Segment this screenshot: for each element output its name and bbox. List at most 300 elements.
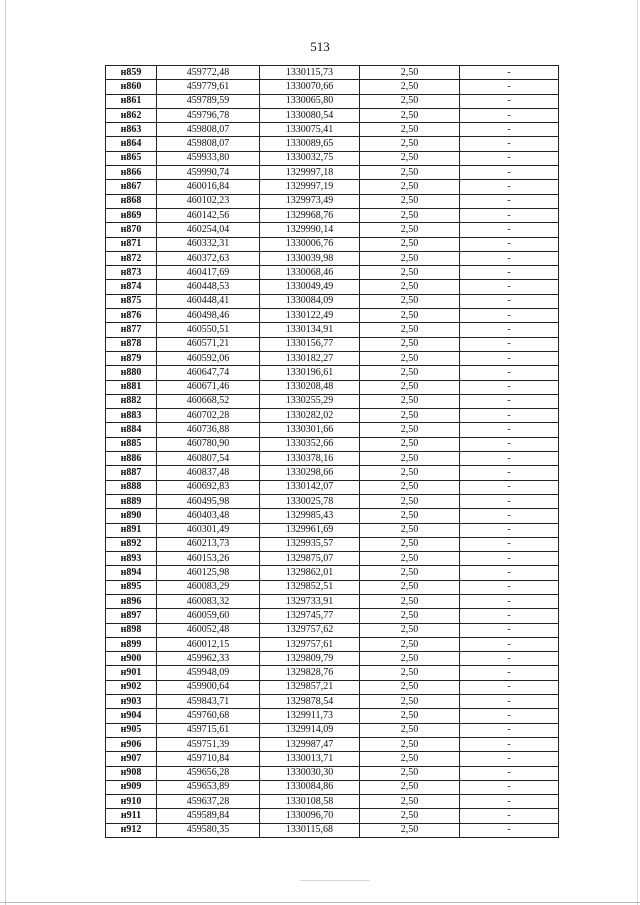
point-id-cell: н905	[106, 723, 157, 737]
note-cell: -	[460, 737, 559, 751]
point-id-cell: н906	[106, 737, 157, 751]
note-cell: -	[460, 108, 559, 122]
note-cell: -	[460, 637, 559, 651]
point-id-cell: н861	[106, 94, 157, 108]
precision-cell: 2,50	[360, 594, 460, 608]
precision-cell: 2,50	[360, 494, 460, 508]
x-coordinate-cell: 460372,63	[157, 251, 260, 265]
precision-cell: 2,50	[360, 566, 460, 580]
note-cell: -	[460, 680, 559, 694]
table-row	[106, 652, 559, 666]
point-id-cell: н866	[106, 166, 157, 180]
note-cell: -	[460, 80, 559, 94]
point-id-cell: н897	[106, 609, 157, 623]
note-cell: -	[460, 266, 559, 280]
x-coordinate-cell: 460837,48	[157, 466, 260, 480]
y-coordinate-cell: 1330089,65	[260, 137, 360, 151]
table-row	[106, 223, 559, 237]
scan-edge-bottom	[0, 902, 640, 903]
x-coordinate-cell: 459751,39	[157, 737, 260, 751]
table-row	[106, 566, 559, 580]
table-row	[106, 466, 559, 480]
precision-cell: 2,50	[360, 623, 460, 637]
point-id-cell: н883	[106, 409, 157, 423]
table-row	[106, 123, 559, 137]
precision-cell: 2,50	[360, 637, 460, 651]
x-coordinate-cell: 460448,41	[157, 294, 260, 308]
note-cell: -	[460, 366, 559, 380]
y-coordinate-cell: 1329961,69	[260, 523, 360, 537]
scan-edge-left	[5, 0, 6, 905]
note-cell: -	[460, 652, 559, 666]
note-cell: -	[460, 380, 559, 394]
note-cell: -	[460, 180, 559, 194]
point-id-cell: н899	[106, 637, 157, 651]
precision-cell: 2,50	[360, 108, 460, 122]
note-cell: -	[460, 795, 559, 809]
table-row	[106, 637, 559, 651]
precision-cell: 2,50	[360, 266, 460, 280]
x-coordinate-cell: 460495,98	[157, 494, 260, 508]
y-coordinate-cell: 1330352,66	[260, 437, 360, 451]
y-coordinate-cell: 1329757,62	[260, 623, 360, 637]
x-coordinate-cell: 460550,51	[157, 323, 260, 337]
precision-cell: 2,50	[360, 251, 460, 265]
x-coordinate-cell: 460125,98	[157, 566, 260, 580]
precision-cell: 2,50	[360, 523, 460, 537]
y-coordinate-cell: 1329997,19	[260, 180, 360, 194]
x-coordinate-cell: 459948,09	[157, 666, 260, 680]
x-coordinate-cell: 459760,68	[157, 709, 260, 723]
x-coordinate-cell: 459808,07	[157, 123, 260, 137]
y-coordinate-cell: 1330070,66	[260, 80, 360, 94]
table-row	[106, 723, 559, 737]
precision-cell: 2,50	[360, 752, 460, 766]
precision-cell: 2,50	[360, 795, 460, 809]
note-cell: -	[460, 423, 559, 437]
point-id-cell: н859	[106, 66, 157, 80]
note-cell: -	[460, 809, 559, 823]
note-cell: -	[460, 223, 559, 237]
table-row	[106, 208, 559, 222]
point-id-cell: н880	[106, 366, 157, 380]
point-id-cell: н877	[106, 323, 157, 337]
y-coordinate-cell: 1329852,51	[260, 580, 360, 594]
note-cell: -	[460, 509, 559, 523]
table-row	[106, 380, 559, 394]
y-coordinate-cell: 1329987,47	[260, 737, 360, 751]
y-coordinate-cell: 1330065,80	[260, 94, 360, 108]
coordinates-table	[105, 65, 559, 838]
precision-cell: 2,50	[360, 709, 460, 723]
point-id-cell: н908	[106, 766, 157, 780]
precision-cell: 2,50	[360, 680, 460, 694]
table-row	[106, 280, 559, 294]
x-coordinate-cell: 460417,69	[157, 266, 260, 280]
precision-cell: 2,50	[360, 366, 460, 380]
y-coordinate-cell: 1329911,73	[260, 709, 360, 723]
y-coordinate-cell: 1330032,75	[260, 151, 360, 165]
table-row	[106, 394, 559, 408]
precision-cell: 2,50	[360, 223, 460, 237]
note-cell: -	[460, 723, 559, 737]
note-cell: -	[460, 151, 559, 165]
precision-cell: 2,50	[360, 652, 460, 666]
table-row	[106, 151, 559, 165]
note-cell: -	[460, 94, 559, 108]
x-coordinate-cell: 459580,35	[157, 823, 260, 837]
x-coordinate-cell: 460083,32	[157, 594, 260, 608]
y-coordinate-cell: 1330025,78	[260, 494, 360, 508]
precision-cell: 2,50	[360, 423, 460, 437]
point-id-cell: н896	[106, 594, 157, 608]
precision-cell: 2,50	[360, 394, 460, 408]
precision-cell: 2,50	[360, 537, 460, 551]
precision-cell: 2,50	[360, 452, 460, 466]
x-coordinate-cell: 459589,84	[157, 809, 260, 823]
table-row	[106, 552, 559, 566]
note-cell: -	[460, 123, 559, 137]
note-cell: -	[460, 766, 559, 780]
note-cell: -	[460, 166, 559, 180]
precision-cell: 2,50	[360, 166, 460, 180]
y-coordinate-cell: 1329809,79	[260, 652, 360, 666]
x-coordinate-cell: 460012,15	[157, 637, 260, 651]
point-id-cell: н907	[106, 752, 157, 766]
point-id-cell: н893	[106, 552, 157, 566]
note-cell: -	[460, 480, 559, 494]
precision-cell: 2,50	[360, 766, 460, 780]
x-coordinate-cell: 460301,49	[157, 523, 260, 537]
note-cell: -	[460, 466, 559, 480]
note-cell: -	[460, 323, 559, 337]
table-row	[106, 137, 559, 151]
table-row	[106, 337, 559, 351]
point-id-cell: н892	[106, 537, 157, 551]
note-cell: -	[460, 523, 559, 537]
table-row	[106, 680, 559, 694]
x-coordinate-cell: 459962,33	[157, 652, 260, 666]
table-row	[106, 309, 559, 323]
point-id-cell: н900	[106, 652, 157, 666]
x-coordinate-cell: 460647,74	[157, 366, 260, 380]
precision-cell: 2,50	[360, 180, 460, 194]
note-cell: -	[460, 594, 559, 608]
y-coordinate-cell: 1329745,77	[260, 609, 360, 623]
x-coordinate-cell: 460059,60	[157, 609, 260, 623]
note-cell: -	[460, 66, 559, 80]
point-id-cell: н878	[106, 337, 157, 351]
x-coordinate-cell: 460498,46	[157, 309, 260, 323]
note-cell: -	[460, 351, 559, 365]
point-id-cell: н898	[106, 623, 157, 637]
point-id-cell: н890	[106, 509, 157, 523]
table-row	[106, 366, 559, 380]
precision-cell: 2,50	[360, 466, 460, 480]
table-row	[106, 780, 559, 794]
precision-cell: 2,50	[360, 409, 460, 423]
precision-cell: 2,50	[360, 137, 460, 151]
note-cell: -	[460, 552, 559, 566]
precision-cell: 2,50	[360, 280, 460, 294]
y-coordinate-cell: 1330196,61	[260, 366, 360, 380]
note-cell: -	[460, 695, 559, 709]
point-id-cell: н903	[106, 695, 157, 709]
note-cell: -	[460, 666, 559, 680]
table-row	[106, 80, 559, 94]
x-coordinate-cell: 460448,53	[157, 280, 260, 294]
scan-mark	[300, 880, 370, 881]
page-number: 513	[310, 39, 330, 54]
x-coordinate-cell: 459796,78	[157, 108, 260, 122]
table-row	[106, 423, 559, 437]
y-coordinate-cell: 1330084,86	[260, 780, 360, 794]
precision-cell: 2,50	[360, 480, 460, 494]
scan-edge-right	[637, 0, 638, 905]
x-coordinate-cell: 459656,28	[157, 766, 260, 780]
x-coordinate-cell: 459900,64	[157, 680, 260, 694]
point-id-cell: н863	[106, 123, 157, 137]
y-coordinate-cell: 1330075,41	[260, 123, 360, 137]
y-coordinate-cell: 1329875,07	[260, 552, 360, 566]
table-row	[106, 795, 559, 809]
note-cell: -	[460, 709, 559, 723]
point-id-cell: н891	[106, 523, 157, 537]
precision-cell: 2,50	[360, 509, 460, 523]
point-id-cell: н873	[106, 266, 157, 280]
x-coordinate-cell: 460668,52	[157, 394, 260, 408]
y-coordinate-cell: 1329733,91	[260, 594, 360, 608]
note-cell: -	[460, 437, 559, 451]
y-coordinate-cell: 1330006,76	[260, 237, 360, 251]
precision-cell: 2,50	[360, 294, 460, 308]
note-cell: -	[460, 623, 559, 637]
x-coordinate-cell: 460102,23	[157, 194, 260, 208]
point-id-cell: н909	[106, 780, 157, 794]
table-row	[106, 695, 559, 709]
y-coordinate-cell: 1329997,18	[260, 166, 360, 180]
table-row	[106, 108, 559, 122]
table-row	[106, 251, 559, 265]
y-coordinate-cell: 1330068,46	[260, 266, 360, 280]
precision-cell: 2,50	[360, 380, 460, 394]
table-row	[106, 809, 559, 823]
y-coordinate-cell: 1329990,14	[260, 223, 360, 237]
x-coordinate-cell: 460142,56	[157, 208, 260, 222]
x-coordinate-cell: 459843,71	[157, 695, 260, 709]
y-coordinate-cell: 1330096,70	[260, 809, 360, 823]
point-id-cell: н884	[106, 423, 157, 437]
table-row	[106, 752, 559, 766]
precision-cell: 2,50	[360, 780, 460, 794]
note-cell: -	[460, 137, 559, 151]
precision-cell: 2,50	[360, 123, 460, 137]
point-id-cell: н860	[106, 80, 157, 94]
precision-cell: 2,50	[360, 94, 460, 108]
precision-cell: 2,50	[360, 723, 460, 737]
point-id-cell: н870	[106, 223, 157, 237]
precision-cell: 2,50	[360, 823, 460, 837]
y-coordinate-cell: 1329878,54	[260, 695, 360, 709]
x-coordinate-cell: 459715,61	[157, 723, 260, 737]
y-coordinate-cell: 1329973,49	[260, 194, 360, 208]
point-id-cell: н911	[106, 809, 157, 823]
note-cell: -	[460, 537, 559, 551]
y-coordinate-cell: 1330142,07	[260, 480, 360, 494]
point-id-cell: н864	[106, 137, 157, 151]
y-coordinate-cell: 1330208,48	[260, 380, 360, 394]
x-coordinate-cell: 460332,31	[157, 237, 260, 251]
y-coordinate-cell: 1330080,54	[260, 108, 360, 122]
point-id-cell: н901	[106, 666, 157, 680]
note-cell: -	[460, 394, 559, 408]
y-coordinate-cell: 1330378,16	[260, 452, 360, 466]
table-row	[106, 94, 559, 108]
table-row	[106, 523, 559, 537]
y-coordinate-cell: 1330013,71	[260, 752, 360, 766]
x-coordinate-cell: 460702,28	[157, 409, 260, 423]
y-coordinate-cell: 1330298,66	[260, 466, 360, 480]
y-coordinate-cell: 1330301,66	[260, 423, 360, 437]
precision-cell: 2,50	[360, 309, 460, 323]
y-coordinate-cell: 1330156,77	[260, 337, 360, 351]
x-coordinate-cell: 459990,74	[157, 166, 260, 180]
point-id-cell: н876	[106, 309, 157, 323]
table-row	[106, 409, 559, 423]
x-coordinate-cell: 460692,83	[157, 480, 260, 494]
precision-cell: 2,50	[360, 194, 460, 208]
precision-cell: 2,50	[360, 237, 460, 251]
note-cell: -	[460, 823, 559, 837]
precision-cell: 2,50	[360, 552, 460, 566]
x-coordinate-cell: 460254,04	[157, 223, 260, 237]
y-coordinate-cell: 1330084,09	[260, 294, 360, 308]
table-row	[106, 437, 559, 451]
table-row	[106, 823, 559, 837]
precision-cell: 2,50	[360, 809, 460, 823]
note-cell: -	[460, 780, 559, 794]
table-row	[106, 580, 559, 594]
table-row	[106, 737, 559, 751]
y-coordinate-cell: 1329757,61	[260, 637, 360, 651]
point-id-cell: н888	[106, 480, 157, 494]
y-coordinate-cell: 1330115,73	[260, 66, 360, 80]
x-coordinate-cell: 459710,84	[157, 752, 260, 766]
point-id-cell: н885	[106, 437, 157, 451]
y-coordinate-cell: 1329985,43	[260, 509, 360, 523]
table-row	[106, 452, 559, 466]
precision-cell: 2,50	[360, 80, 460, 94]
point-id-cell: н886	[106, 452, 157, 466]
note-cell: -	[460, 337, 559, 351]
point-id-cell: н882	[106, 394, 157, 408]
point-id-cell: н868	[106, 194, 157, 208]
precision-cell: 2,50	[360, 580, 460, 594]
point-id-cell: н895	[106, 580, 157, 594]
precision-cell: 2,50	[360, 666, 460, 680]
precision-cell: 2,50	[360, 609, 460, 623]
note-cell: -	[460, 294, 559, 308]
x-coordinate-cell: 460671,46	[157, 380, 260, 394]
x-coordinate-cell: 460153,26	[157, 552, 260, 566]
y-coordinate-cell: 1330282,02	[260, 409, 360, 423]
table-row	[106, 294, 559, 308]
table-row	[106, 766, 559, 780]
table-row	[106, 480, 559, 494]
point-id-cell: н889	[106, 494, 157, 508]
x-coordinate-cell: 460736,88	[157, 423, 260, 437]
y-coordinate-cell: 1329968,76	[260, 208, 360, 222]
point-id-cell: н894	[106, 566, 157, 580]
point-id-cell: н865	[106, 151, 157, 165]
table-row	[106, 509, 559, 523]
precision-cell: 2,50	[360, 323, 460, 337]
x-coordinate-cell: 460592,06	[157, 351, 260, 365]
table-row	[106, 194, 559, 208]
table-row	[106, 166, 559, 180]
x-coordinate-cell: 459933,80	[157, 151, 260, 165]
precision-cell: 2,50	[360, 737, 460, 751]
point-id-cell: н874	[106, 280, 157, 294]
note-cell: -	[460, 251, 559, 265]
x-coordinate-cell: 460780,90	[157, 437, 260, 451]
point-id-cell: н887	[106, 466, 157, 480]
table-row	[106, 537, 559, 551]
precision-cell: 2,50	[360, 351, 460, 365]
precision-cell: 2,50	[360, 66, 460, 80]
precision-cell: 2,50	[360, 151, 460, 165]
x-coordinate-cell: 460571,21	[157, 337, 260, 351]
precision-cell: 2,50	[360, 695, 460, 709]
table-row	[106, 237, 559, 251]
y-coordinate-cell: 1329914,09	[260, 723, 360, 737]
table-row	[106, 323, 559, 337]
x-coordinate-cell: 460016,84	[157, 180, 260, 194]
y-coordinate-cell: 1329935,57	[260, 537, 360, 551]
point-id-cell: н910	[106, 795, 157, 809]
point-id-cell: н871	[106, 237, 157, 251]
y-coordinate-cell: 1330122,49	[260, 309, 360, 323]
note-cell: -	[460, 566, 559, 580]
table-row	[106, 494, 559, 508]
point-id-cell: н902	[106, 680, 157, 694]
note-cell: -	[460, 208, 559, 222]
precision-cell: 2,50	[360, 208, 460, 222]
note-cell: -	[460, 494, 559, 508]
x-coordinate-cell: 460403,48	[157, 509, 260, 523]
note-cell: -	[460, 609, 559, 623]
y-coordinate-cell: 1330039,98	[260, 251, 360, 265]
point-id-cell: н872	[106, 251, 157, 265]
y-coordinate-cell: 1329862,01	[260, 566, 360, 580]
y-coordinate-cell: 1330134,91	[260, 323, 360, 337]
x-coordinate-cell: 459808,07	[157, 137, 260, 151]
note-cell: -	[460, 309, 559, 323]
table-row	[106, 594, 559, 608]
table-row	[106, 180, 559, 194]
point-id-cell: н867	[106, 180, 157, 194]
x-coordinate-cell: 459653,89	[157, 780, 260, 794]
note-cell: -	[460, 452, 559, 466]
note-cell: -	[460, 280, 559, 294]
x-coordinate-cell: 460213,73	[157, 537, 260, 551]
note-cell: -	[460, 409, 559, 423]
table-row	[106, 266, 559, 280]
point-id-cell: н869	[106, 208, 157, 222]
note-cell: -	[460, 237, 559, 251]
note-cell: -	[460, 752, 559, 766]
x-coordinate-cell: 460083,29	[157, 580, 260, 594]
